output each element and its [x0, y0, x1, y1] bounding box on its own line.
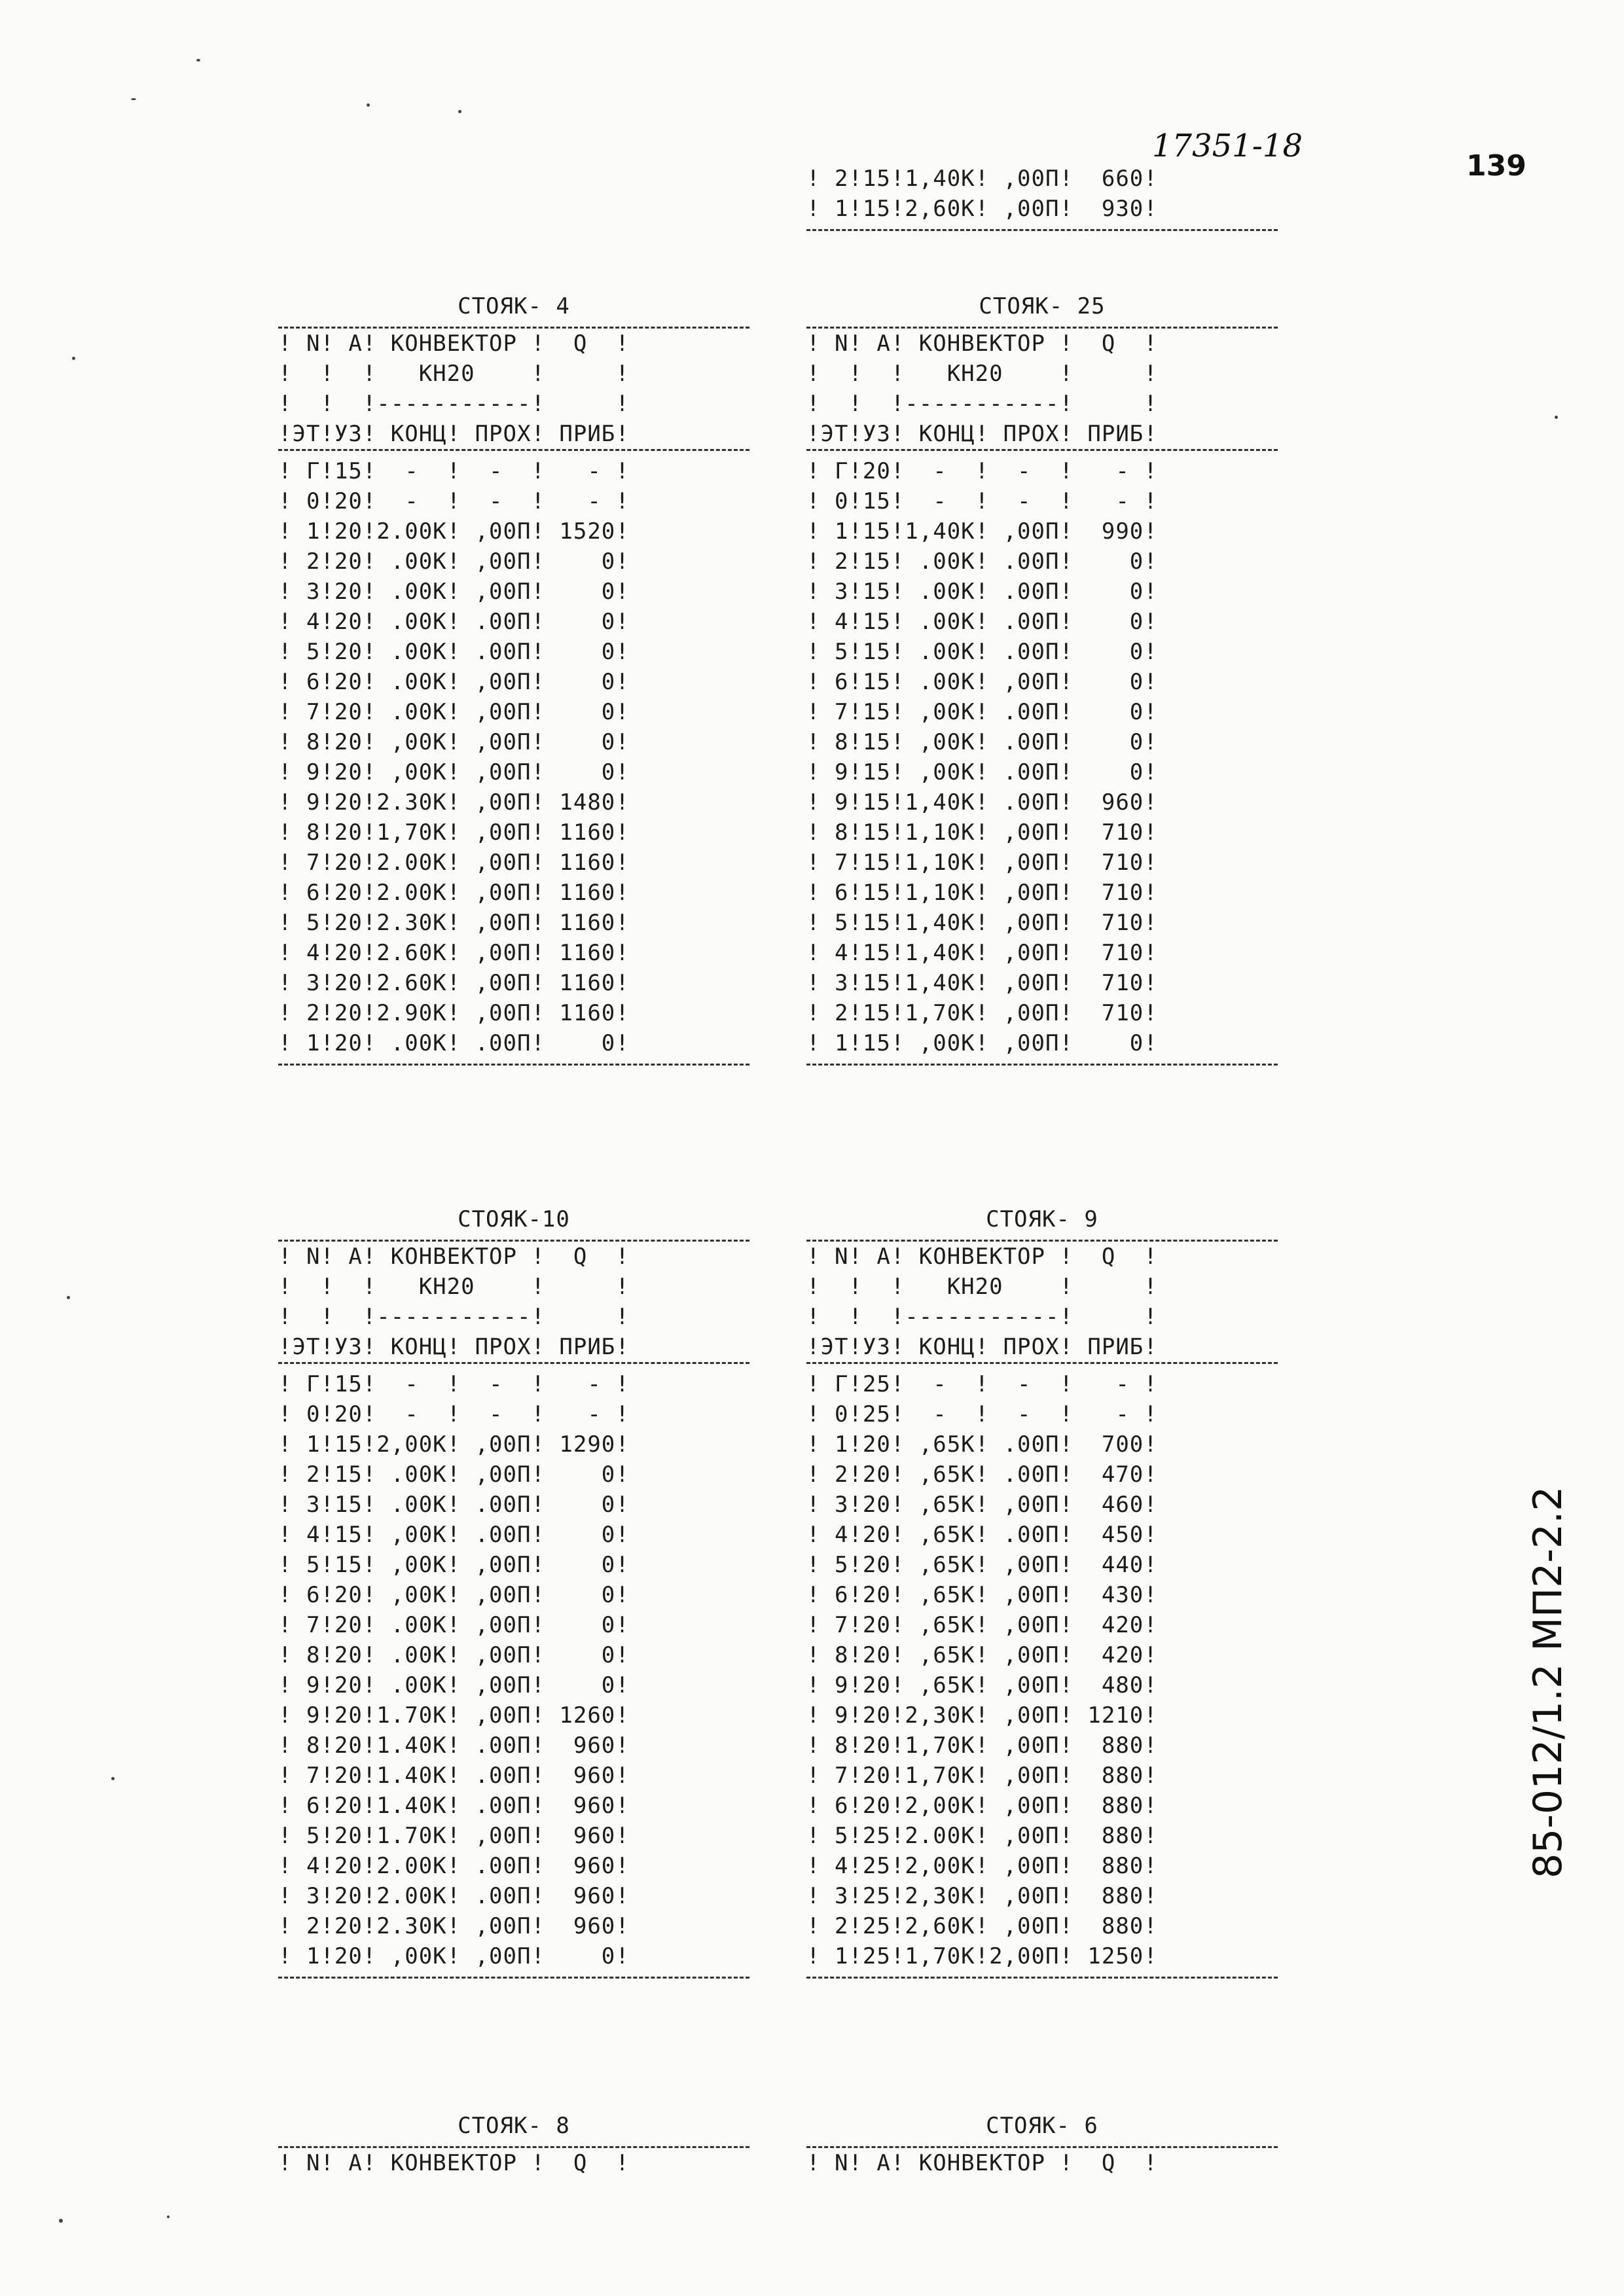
- table-row: ! 1!15! ,00К! ,00П! 0!: [806, 1030, 1158, 1056]
- table-header-row: ! N! А! КОНВЕКТОР ! Q !: [806, 331, 1158, 357]
- table-row: ! Г!15! - ! - ! - !: [278, 1371, 630, 1397]
- table-row: ! 2!15!1,70К! ,00П! 710!: [806, 1000, 1158, 1026]
- table-row: ! 1!25!1,70К!2,00П! 1250!: [806, 1943, 1158, 1969]
- table-row: ! Г!25! - ! - ! - !: [806, 1371, 1158, 1397]
- table-row: ! 6!15!1,10К! ,00П! 710!: [806, 880, 1158, 906]
- scan-speck: [458, 110, 461, 113]
- table-header-row: !ЭТ!УЗ! КОНЦ! ПРОХ! ПРИБ!: [806, 421, 1158, 447]
- riser-table-stoyak-9: [806, 1204, 1278, 1979]
- table-row: ! 5!25!2.00К! ,00П! 880!: [806, 1823, 1158, 1849]
- table-row: ! 0!20! - ! - ! - !: [278, 488, 630, 514]
- table-header-row: ! N! А! КОНВЕКТОР ! Q !: [278, 2150, 630, 2176]
- table-row: ! 8!15! ,00К! .00П! 0!: [806, 729, 1158, 755]
- table-header-row: ! ! ! КН20 ! !: [806, 361, 1158, 387]
- table-header-row: !ЭТ!УЗ! КОНЦ! ПРОХ! ПРИБ!: [278, 1334, 630, 1360]
- table-row: ! 5!20! ,65К! ,00П! 440!: [806, 1552, 1158, 1578]
- table-row: ! 6!20! ,00К! ,00П! 0!: [278, 1582, 630, 1608]
- table-row: ! 1!20! .00К! .00П! 0!: [278, 1030, 630, 1056]
- table-header-row: ! ! ! КН20 ! !: [806, 1274, 1158, 1300]
- table-header-row: ! ! !-----------! !: [278, 391, 630, 417]
- table-row: ! 9!20! ,65К! ,00П! 480!: [806, 1672, 1158, 1698]
- table-row: ! 2!15! .00К! ,00П! 0!: [278, 1462, 630, 1488]
- table-header-row: ! N! А! КОНВЕКТОР ! Q !: [278, 1244, 630, 1270]
- scan-speck: [67, 1296, 70, 1299]
- divider: [278, 1064, 749, 1066]
- table-row: ! 6!15! .00К! ,00П! 0!: [806, 669, 1158, 695]
- table-row: ! 3!20!2.00К! .00П! 960!: [278, 1883, 630, 1909]
- table-row: ! 4!20!2.00К! .00П! 960!: [278, 1853, 630, 1879]
- table-row: ! 2!15! .00К! .00П! 0!: [806, 548, 1158, 575]
- riser-table-stoyak-25: [806, 291, 1278, 1066]
- table-row: ! 3!15!1,40К! ,00П! 710!: [806, 970, 1158, 996]
- table-row: ! 7!15! ,00К! .00П! 0!: [806, 699, 1158, 725]
- table-row: ! 5!15! ,00К! ,00П! 0!: [278, 1552, 630, 1578]
- table-row: ! 9!20!1.70К! ,00П! 1260!: [278, 1702, 630, 1729]
- table-title: СТОЯК- 6: [986, 2113, 1098, 2139]
- table-row: ! 4!20! .00К! .00П! 0!: [278, 609, 630, 635]
- table-title: СТОЯК- 9: [986, 1206, 1098, 1232]
- table-row: ! 3!20! ,65К! ,00П! 460!: [806, 1492, 1158, 1518]
- table-header-row: !ЭТ!УЗ! КОНЦ! ПРОХ! ПРИБ!: [806, 1334, 1158, 1360]
- table-row: ! 2!25!2,60К! ,00П! 880!: [806, 1913, 1158, 1939]
- table-row: ! 0!25! - ! - ! - !: [806, 1401, 1158, 1427]
- table-row: ! 4!25!2,00К! ,00П! 880!: [806, 1853, 1158, 1879]
- table-title: СТОЯК-10: [458, 1206, 570, 1232]
- table-row: ! 4!15! .00К! .00П! 0!: [806, 609, 1158, 635]
- riser-table-stoyak-6: [806, 2111, 1278, 2178]
- table-row: ! 0!15! - ! - ! - !: [806, 488, 1158, 514]
- table-row: ! 1!20!2.00К! ,00П! 1520!: [278, 518, 630, 545]
- table-row: ! 6!20! ,65К! ,00П! 430!: [806, 1582, 1158, 1608]
- table-row: ! 3!15! .00К! .00П! 0!: [806, 579, 1158, 605]
- table-header-row: ! ! ! КН20 ! !: [278, 1274, 630, 1300]
- table-header-row: ! ! ! КН20 ! !: [278, 361, 630, 387]
- table-row: ! 3!20! .00К! ,00П! 0!: [278, 579, 630, 605]
- table-row: ! 8!20! ,65К! ,00П! 420!: [806, 1642, 1158, 1668]
- divider: [806, 1977, 1278, 1979]
- table-row: ! 6!20!2,00К! ,00П! 880!: [806, 1793, 1158, 1819]
- table-row: ! 7!20!1,70К! ,00П! 880!: [806, 1763, 1158, 1789]
- table-row: ! 1!15!1,40К! ,00П! 990!: [806, 518, 1158, 545]
- side-document-code: 85-012/1.2 МП2-2.2: [1525, 1486, 1571, 1878]
- table-row: ! 1!15!2,00К! ,00П! 1290!: [278, 1431, 630, 1458]
- table-row: ! 7!20!1.40К! .00П! 960!: [278, 1763, 630, 1789]
- scan-speck: [1555, 416, 1558, 419]
- table-header-row: !ЭТ!УЗ! КОНЦ! ПРОХ! ПРИБ!: [278, 421, 630, 447]
- table-row: ! Г!20! - ! - ! - !: [806, 458, 1158, 484]
- table-row: ! 7!20!2.00К! ,00П! 1160!: [278, 850, 630, 876]
- table-row: ! 7!15!1,10К! ,00П! 710!: [806, 850, 1158, 876]
- table-row: ! 2!20!2.90К! ,00П! 1160!: [278, 1000, 630, 1026]
- divider: [806, 1064, 1278, 1066]
- table-row: ! 9!20! .00К! ,00П! 0!: [278, 1672, 630, 1698]
- table-title: СТОЯК- 4: [458, 293, 570, 319]
- table-row: ! 5!20!2.30К! ,00П! 1160!: [278, 910, 630, 936]
- table-row: ! 5!20! .00К! .00П! 0!: [278, 639, 630, 665]
- table-row: ! 9!20! ,00К! ,00П! 0!: [278, 759, 630, 785]
- table-row: ! 7!20! .00К! ,00П! 0!: [278, 699, 630, 725]
- table-title: СТОЯК- 8: [458, 2113, 570, 2139]
- table-row: ! 5!15!1,40К! ,00П! 710!: [806, 910, 1158, 936]
- table-row: ! 7!20! .00К! ,00П! 0!: [278, 1612, 630, 1638]
- scan-speck: [367, 103, 370, 107]
- table-row: ! 7!20! ,65К! ,00П! 420!: [806, 1612, 1158, 1638]
- table-header-row: ! N! А! КОНВЕКТОР ! Q !: [278, 331, 630, 357]
- table-header-row: ! ! !-----------! !: [806, 1304, 1158, 1330]
- table-row: ! 8!20!1,70К! ,00П! 880!: [806, 1732, 1158, 1759]
- table-row: ! 9!20!2,30К! ,00П! 1210!: [806, 1702, 1158, 1729]
- divider: [806, 229, 1278, 231]
- table-row: ! 8!20!1,70К! ,00П! 1160!: [278, 819, 630, 846]
- table-row: ! 4!15! ,00К! .00П! 0!: [278, 1522, 630, 1548]
- table-row: ! 8!20! ,00К! ,00П! 0!: [278, 729, 630, 755]
- table-row: ! Г!15! - ! - ! - !: [278, 458, 630, 484]
- scan-speck: [111, 1777, 115, 1780]
- table-row: ! 2!20! ,65К! .00П! 470!: [806, 1462, 1158, 1488]
- scan-speck: [59, 2219, 63, 2223]
- table-row: ! 1!20! ,00К! ,00П! 0!: [278, 1943, 630, 1969]
- table-row: ! 1!20! ,65К! .00П! 700!: [806, 1431, 1158, 1458]
- table-header-row: ! N! А! КОНВЕКТОР ! Q !: [806, 2150, 1158, 2176]
- table-row: ! 5!20!1.70К! ,00П! 960!: [278, 1823, 630, 1849]
- scan-speck: [167, 2215, 170, 2218]
- table-row: ! 6!20! .00К! ,00П! 0!: [278, 669, 630, 695]
- table-row: ! 2!20!2.30К! ,00П! 960!: [278, 1913, 630, 1939]
- riser-table-stoyak-8: [278, 2111, 749, 2178]
- table-row: ! 6!20!1.40К! .00П! 960!: [278, 1793, 630, 1819]
- table-row: ! 4!15!1,40К! ,00П! 710!: [806, 940, 1158, 966]
- table-header-row: ! ! !-----------! !: [806, 391, 1158, 417]
- table-row: ! 2!20! .00К! ,00П! 0!: [278, 548, 630, 575]
- document-number: 17351-18: [1152, 128, 1303, 164]
- continued-table-fragment: [806, 164, 1278, 231]
- table-row: ! 8!20!1.40К! .00П! 960!: [278, 1732, 630, 1759]
- page-number: 139: [1466, 149, 1526, 183]
- table-row: ! 5!15! .00К! .00П! 0!: [806, 639, 1158, 665]
- divider: [278, 1977, 749, 1979]
- table-row: ! 2!15!1,40К! ,00П! 660!: [806, 166, 1158, 192]
- table-row: ! 3!15! .00К! .00П! 0!: [278, 1492, 630, 1518]
- riser-table-stoyak-4: [278, 291, 749, 1066]
- table-row: ! 4!20!2.60К! ,00П! 1160!: [278, 940, 630, 966]
- scan-speck: [196, 59, 200, 62]
- table-row: ! 9!15!1,40К! .00П! 960!: [806, 789, 1158, 816]
- table-row: ! 8!15!1,10К! ,00П! 710!: [806, 819, 1158, 846]
- table-header-row: ! N! А! КОНВЕКТОР ! Q !: [806, 1244, 1158, 1270]
- scan-speck: [72, 357, 75, 360]
- riser-table-stoyak-10: [278, 1204, 749, 1979]
- table-row: ! 9!20!2.30К! ,00П! 1480!: [278, 789, 630, 816]
- table-row: ! 3!20!2.60К! ,00П! 1160!: [278, 970, 630, 996]
- table-header-row: ! ! !-----------! !: [278, 1304, 630, 1330]
- table-row: ! 6!20!2.00К! ,00П! 1160!: [278, 880, 630, 906]
- table-row: ! 3!25!2,30К! ,00П! 880!: [806, 1883, 1158, 1909]
- table-row: ! 1!15!2,60К! ,00П! 930!: [806, 196, 1158, 222]
- table-row: ! 4!20! ,65К! .00П! 450!: [806, 1522, 1158, 1548]
- table-title: СТОЯК- 25: [979, 293, 1106, 319]
- table-row: ! 0!20! - ! - ! - !: [278, 1401, 630, 1427]
- table-row: ! 8!20! .00К! ,00П! 0!: [278, 1642, 630, 1668]
- scan-speck: [131, 98, 136, 100]
- table-row: ! 9!15! ,00К! .00П! 0!: [806, 759, 1158, 785]
